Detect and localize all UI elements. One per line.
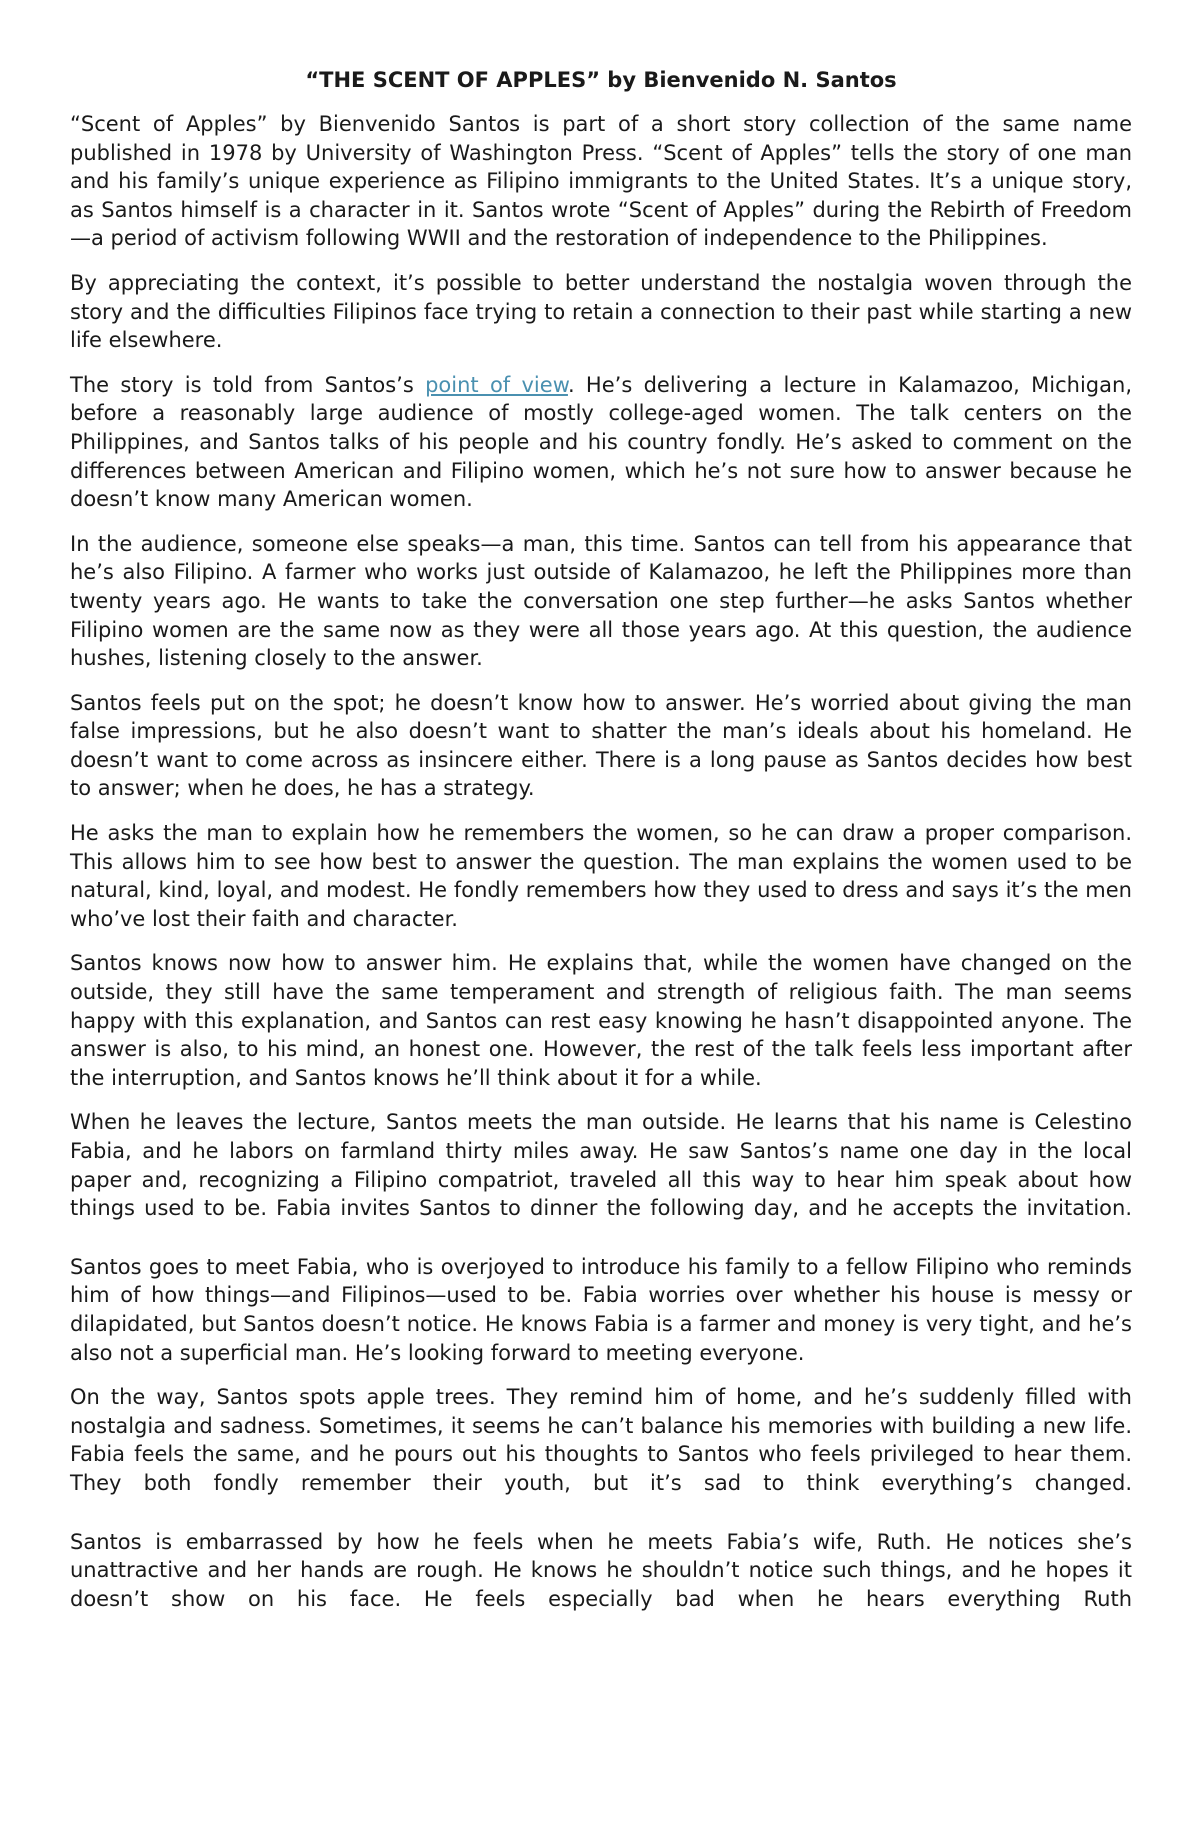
- paragraph-10: On the way, Santos spots apple trees. They remind him of home, and he’s suddenly filled with nostalgia and sadness. Sometimes, it seems he can’t balance his memories with building a new life. Fabia feels the same, and he pours out his thoughts to Santos who feels privileged to hear them. They both fondly remember their youth, but it’s sad to think everything’s changed.: [70, 1385, 1132, 1495]
- paragraph-8: When he leaves the lecture, Santos meets the man outside. He learns that his name is Celestino Fabia, and he labors on farmland thirty miles away. He saw Santos’s name one day in the local paper and, recognizing a Filipino compatriot, traveled all this way to hear him speak about how things used to be. Fabia invites Santos to dinner the following day, and he accepts the invitation.: [70, 1110, 1132, 1221]
- paragraph-2: By appreciating the context, it’s possible to better understand the nostalgia woven through the story and the difficulties Filipinos face trying to retain a connection to their past while starting a new life elsewhere.: [70, 270, 1132, 353]
- point-of-view-link[interactable]: point of view: [425, 372, 568, 397]
- paragraph-4: In the audience, someone else speaks—a man, this time. Santos can tell from his appearance that he’s also Filipino. A farmer who works just outside of Kalamazoo, he left the Philippines more than twenty years ago. He wants to take the conversation one step further—he asks Santos whether Filipino women are the same now as they were all those years ago. At this question, the audience hushes, listening closely to the answer.: [70, 531, 1132, 671]
- page-title: “THE SCENT OF APPLES” by Bienvenido N. Santos: [305, 68, 897, 92]
- paragraph-3-text-start: The story is told from Santos’s: [70, 372, 426, 397]
- paragraph-5: Santos feels put on the spot; he doesn’t know how to answer. He’s worried about giving the man false impressions, but he also doesn’t want to shatter the man’s ideals about his homeland. He doesn’t want to come across as insincere either. There is a long pause as Santos decides how best to answer; when he does, he has a strategy.: [70, 690, 1132, 801]
- paragraph-1: “Scent of Apples” by Bienvenido Santos is part of a short story collection of the same name published in 1978 by University of Washington Press. “Scent of Apples” tells the story of one man and his family’s unique experience as Filipino immigrants to the United States. It’s a unique story, as Santos himself is a character in it. Santos wrote “Scent of Apples” during the Rebirth of Freedom—a period of activism following WWII and the restoration of independence to the Philippines.: [70, 112, 1132, 251]
- paragraph-7: Santos knows now how to answer him. He explains that, while the women have changed on the outside, they still have the same temperament and strength of religious faith. The man seems happy with this explanation, and Santos can rest easy knowing he hasn’t disappointed anyone. The answer is also, to his mind, an honest one. However, the rest of the talk feels less important after the interruption, and Santos knows he’ll think about it for a while.: [70, 951, 1132, 1090]
- paragraph-9: Santos goes to meet Fabia, who is overjoyed to introduce his family to a fellow Filipino who reminds him of how things—and Filipinos—used to be. Fabia worries over whether his house is messy or dilapidated, but Santos doesn’t notice. He knows Fabia is a farmer and money is very tight, and he’s also not a superficial man. He’s looking forward to meeting everyone.: [70, 1254, 1132, 1365]
- paragraph-3: [70, 371, 1132, 514]
- paragraph-11: Santos is embarrassed by how he feels when he meets Fabia’s wife, Ruth. He notices she’s unattractive and her hands are rough. He knows he shouldn’t notice such things, and he hopes it doesn’t show on his face. He feels especially bad when he hears everything Ruth: [70, 1529, 1132, 1611]
- paragraph-6: He asks the man to explain how he remembers the women, so he can draw a proper comparison. This allows him to see how best to answer the question. The man explains the women used to be natural, kind, loyal, and modest. He fondly remembers how they used to dress and says it’s the men who’ve lost their faith and character.: [70, 821, 1132, 931]
- document-page: [70, 66, 1132, 1629]
- paragraph-3-text-end: . He’s delivering a lecture in Kalamazoo, Michigan, before a reasonably large audience of mostly college-aged women. The talk centers on the Philippines, and Santos talks of his people and his country fondly. He’s asked to comment on the differences between American and Filipino women, which he’s not sure how to answer because he doesn’t know many American women.: [70, 372, 1132, 512]
